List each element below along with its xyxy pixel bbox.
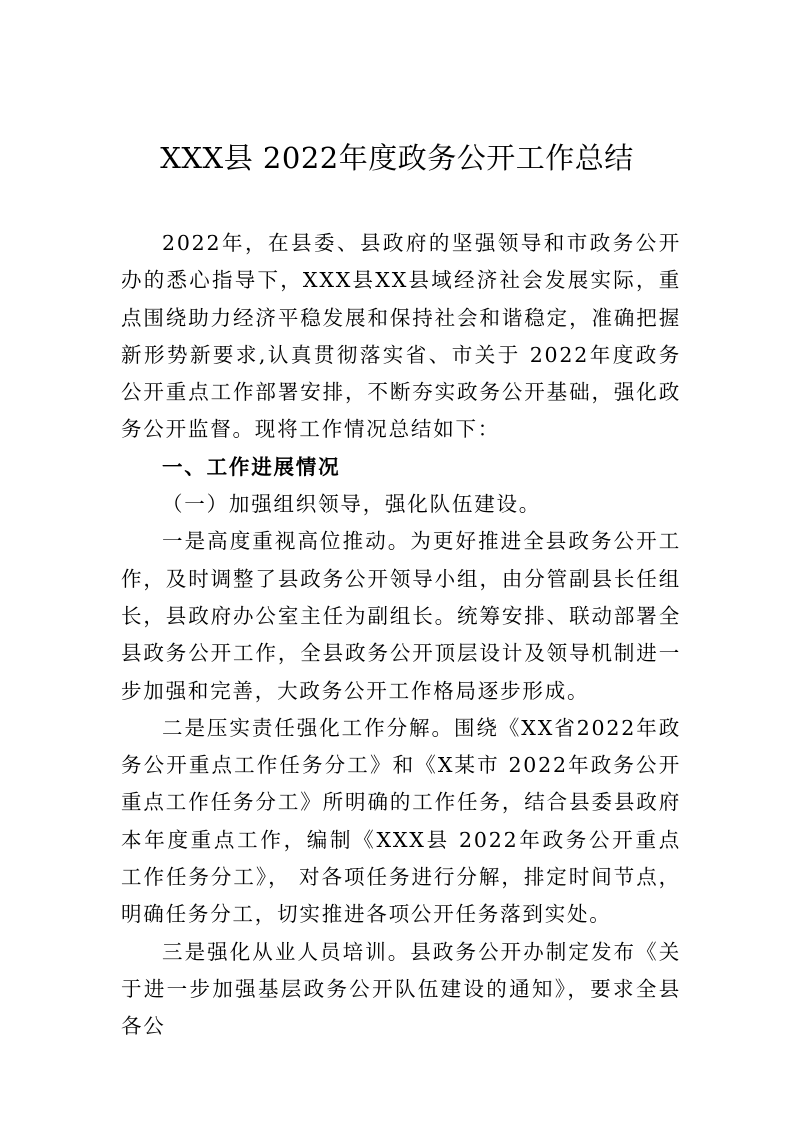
subsection-heading-1: （一）加强组织领导，强化队伍建设。: [162, 492, 542, 517]
document-title: XXX县 2022年度政务公开工作总结: [160, 141, 634, 175]
section-heading-1: 一、工作进展情况: [162, 454, 341, 479]
document-body: [121, 225, 681, 1046]
paragraph-point-2: 二是压实责任强化工作分解。围绕《XX省2022年政务公开重点工作任务分工》和《X某市 2022年政务公开重点工作任务分工》所明确的工作任务，结合县委县政府本年度重点工作，编制《XXX县 2022年政务公开重点工作任务分工》， 对各项任务进行分解，排定时间节点，明确任务分工，切实推进各项公开任务落到实处。: [121, 715, 681, 927]
paragraph-point-1: 一是高度重视高位推动。为更好推进全县政务公开工作，及时调整了县政务公开领导小组，由分管副县长任组长，县政府办公室主任为副组长。统筹安排、联动部署全县政务公开工作，全县政务公开顶层设计及领导机制进一步加强和完善，大政务公开工作格局逐步形成。: [121, 529, 681, 703]
paragraph-point-3: 三是强化从业人员培训。县政务公开办制定发布《关于进一步加强基层政务公开队伍建设的通知》，要求全县各公: [121, 939, 681, 1039]
intro-paragraph: 2022年，在县委、县政府的坚强领导和市政务公开办的悉心指导下，XXX县XX县域经济社会发展实际，重点围绕助力经济平稳发展和保持社会和谐稳定，准确把握新形势新要求,认真贯彻落实省、市关于 2022年度政务公开重点工作部署安排，不断夯实政务公开基础，强化政务公开监督。现将工作情况总结如下：: [121, 231, 681, 442]
